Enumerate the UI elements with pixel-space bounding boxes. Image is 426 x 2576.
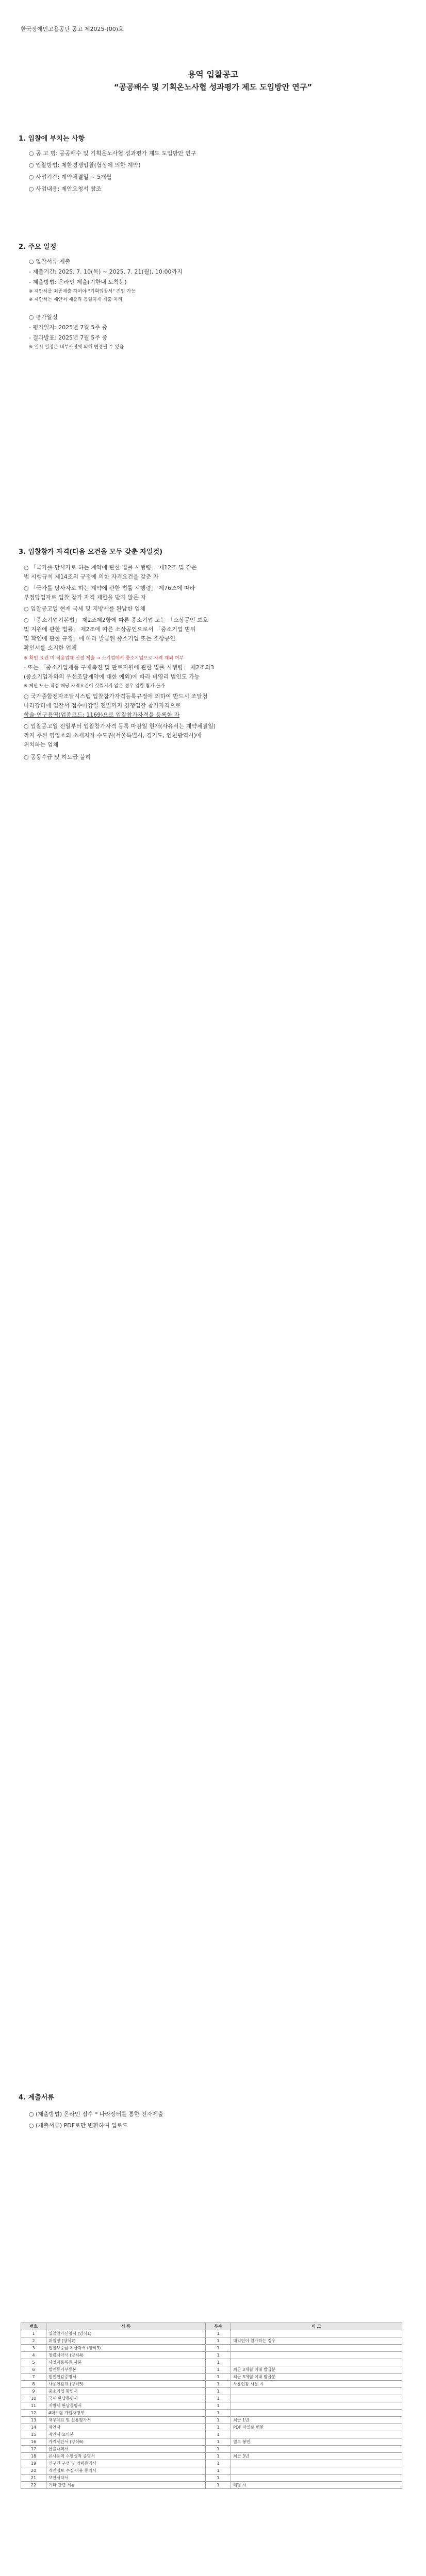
row-document: 연구진 구성 및 경력증명서 xyxy=(46,2460,206,2467)
row-quantity: 1 xyxy=(206,2417,231,2424)
row-quantity: 1 xyxy=(206,2453,231,2460)
row-number: 22 xyxy=(21,2482,46,2489)
row-note xyxy=(231,2395,402,2402)
table-row xyxy=(21,2417,402,2424)
row-quantity: 1 xyxy=(206,2395,231,2402)
table-row xyxy=(21,2410,402,2417)
table-row xyxy=(21,2337,402,2345)
row-quantity: 1 xyxy=(206,2374,231,2381)
row-quantity: 1 xyxy=(206,2359,231,2366)
row-document: 재무제표 및 신용평가서 xyxy=(46,2417,206,2424)
table-row xyxy=(21,2438,402,2446)
row-number: 2 xyxy=(21,2337,46,2345)
row-document: 산출내역서 xyxy=(46,2446,206,2453)
table-header-no: 번호 xyxy=(21,2323,46,2330)
row-document: 가격제안서 (양식6) xyxy=(46,2438,206,2446)
s3-line-12: ※ 제안 또는 직접 해당 자격요건이 갖춰지지 않은 경우 입찰 참가 불가 xyxy=(24,684,165,689)
row-number: 17 xyxy=(21,2446,46,2453)
s3-line-4: ○ 입찰공고일 현재 국세 및 지방세를 완납한 업체 xyxy=(24,605,145,612)
s2-line-2: - 제출방법: 온라인 제출(기한내 도착분) xyxy=(29,279,127,285)
row-note xyxy=(231,2431,402,2438)
row-note xyxy=(231,2467,402,2475)
row-note: 최근 3개월 이내 발급분 xyxy=(231,2374,402,2381)
section-1-heading: 1. 입찰에 부치는 사항 xyxy=(19,135,85,143)
s1-line-0: ○ 공 고 명: 공공배수 및 기획온노사협 성과평가 제도 도입방안 연구 xyxy=(29,150,196,157)
row-note xyxy=(231,2410,402,2417)
s1-line-1: ○ 입찰방법: 제한경쟁입찰(협상에 의한 계약) xyxy=(29,162,141,168)
section-4-heading: 4. 제출서류 xyxy=(19,2094,54,2102)
row-number: 13 xyxy=(21,2417,46,2424)
row-number: 8 xyxy=(21,2381,46,2388)
row-note: 최근 1년 xyxy=(231,2417,402,2424)
row-quantity: 1 xyxy=(206,2330,231,2337)
row-number: 5 xyxy=(21,2359,46,2366)
table-row xyxy=(21,2374,402,2381)
row-quantity: 1 xyxy=(206,2337,231,2345)
row-document: 국세 완납증명서 xyxy=(46,2395,206,2402)
row-document: 입찰보증금 지급각서 (양식3) xyxy=(46,2345,206,2352)
row-number: 14 xyxy=(21,2424,46,2431)
s3-line-15: 학술·연구용역(업종코드: 1169)으로 입찰참가자격을 등록한 자 xyxy=(24,711,180,718)
table-row xyxy=(21,2359,402,2366)
row-document: 제안서 xyxy=(46,2424,206,2431)
section-2-heading: 2. 주요 일정 xyxy=(19,243,57,251)
s3-line-8: 확인서를 소지한 업체 xyxy=(24,645,77,651)
row-note xyxy=(231,2475,402,2482)
s3-line-17: 까지 주된 영업소의 소재지가 수도권(서울특별시, 경기도, 인천광역시)에 xyxy=(24,732,202,739)
table-row xyxy=(21,2424,402,2431)
row-number: 1 xyxy=(21,2330,46,2337)
row-quantity: 1 xyxy=(206,2352,231,2359)
s3-line-13: ○ 국가종합전자조달시스템 입찰참가자격등록규정에 의하여 반드시 조달청 xyxy=(24,693,208,700)
s3-line-19: ○ 공동수급 및 하도급 불허 xyxy=(24,754,91,760)
row-document: 중소기업 확인서 xyxy=(46,2388,206,2395)
row-note xyxy=(231,2446,402,2453)
s3-line-11: (중소기업자와의 우선조달계약에 대한 예외)에 따라 비영리 법인도 가능 xyxy=(24,673,200,680)
row-document: 사용인감계 (양식5) xyxy=(46,2381,206,2388)
s3-line-2: ○ 「국가를 당사자로 하는 계약에 관한 법률 시행령」 제76조에 따라 xyxy=(24,585,195,591)
row-quantity: 1 xyxy=(206,2366,231,2374)
s2-line-3: ※ 제안서를 최종제출 하여야 "기획입찰서" 진입 가능 xyxy=(29,289,136,294)
table-row xyxy=(21,2446,402,2453)
table-row xyxy=(21,2482,402,2489)
notice-number: 한국장애인고용공단 공고 제2025-(00)호 xyxy=(21,26,124,32)
row-document: 지방세 완납증명서 xyxy=(46,2402,206,2410)
s3-line-5: ○ 「중소기업기본법」 제2조제2항에 따른 중소기업 또는 「소상공인 보호 xyxy=(24,617,208,623)
row-note xyxy=(231,2359,402,2366)
s3-line-0: ○ 「국가를 당사자로 하는 계약에 관한 법률 시행령」 제12조 및 같은 xyxy=(24,564,197,571)
s3-line-6: 및 지원에 관한 법률」 제2조에 따른 소상공인으로서 「중소기업 범위 xyxy=(24,626,196,633)
row-quantity: 1 xyxy=(206,2431,231,2438)
row-document: 제안서 요약본 xyxy=(46,2431,206,2438)
row-note: 별도 봉인 xyxy=(231,2438,402,2446)
s2-line-6: - 평가일자: 2025년 7월 5주 중 xyxy=(29,324,108,331)
s2-line-7: - 결과발표: 2025년 7월 5주 중 xyxy=(29,334,108,341)
row-note xyxy=(231,2330,402,2337)
table-row xyxy=(21,2366,402,2374)
row-document: 기타 관련 서류 xyxy=(46,2482,206,2489)
row-document: 법인등기부등본 xyxy=(46,2366,206,2374)
row-number: 7 xyxy=(21,2374,46,2381)
s3-line-14: 나라장터에 입찰서 접수마감일 전일까지 경쟁입찰 참가자격으로 xyxy=(24,702,181,709)
row-document: 청렴서약서 (양식4) xyxy=(46,2352,206,2359)
row-quantity: 1 xyxy=(206,2475,231,2482)
section-3-heading: 3. 입찰참가 자격(다음 요건을 모두 갖춘 자일것) xyxy=(19,548,163,556)
row-number: 4 xyxy=(21,2352,46,2359)
s3-line-16: ○ 입찰공고일 전일부터 입찰참가자격 등록 마감일 현재(사유서는 계약체결일) xyxy=(24,723,216,730)
row-quantity: 1 xyxy=(206,2482,231,2489)
s2-line-0: ○ 입찰서류 제출 xyxy=(29,258,71,265)
row-number: 3 xyxy=(21,2345,46,2352)
row-quantity: 1 xyxy=(206,2446,231,2453)
table-row xyxy=(21,2381,402,2388)
s3-line-1: 법 시행규칙 제14조의 규정에 의한 자격요건을 갖춘 자 xyxy=(24,573,159,580)
s2-line-1: - 제출기간: 2025. 7. 10(목) ~ 2025. 7. 21(월), 10:00까지 xyxy=(29,268,183,275)
row-note xyxy=(231,2345,402,2352)
document-title: 용역 입찰공고 xyxy=(187,70,239,79)
submission-table xyxy=(21,2323,402,2489)
table-body xyxy=(21,2330,402,2489)
s1-line-2: ○ 사업기간: 계약체결일 ~ 5개월 xyxy=(29,174,112,180)
row-note: 해당 시 xyxy=(231,2482,402,2489)
row-number: 10 xyxy=(21,2395,46,2402)
row-number: 16 xyxy=(21,2438,46,2446)
document-subtitle: “공공배수 및 기획온노사협 성과평가 제도 도입방안 연구” xyxy=(113,82,313,92)
row-quantity: 1 xyxy=(206,2424,231,2431)
row-note: 최근 3년 xyxy=(231,2453,402,2460)
row-number: 21 xyxy=(21,2475,46,2482)
s3-line-18: 위치하는 업체 xyxy=(24,741,59,748)
table-row xyxy=(21,2352,402,2359)
s2-line-4: ※ 제안서는 제안서 제출과 동일하게 제출 처리 xyxy=(29,297,123,302)
s4-line-1: ○ (제출서류) PDF로만 변환하여 업로드 xyxy=(29,2122,128,2129)
row-note: 최근 3개월 이내 발급분 xyxy=(231,2366,402,2374)
table-header-note: 비 고 xyxy=(231,2323,402,2330)
table-row xyxy=(21,2475,402,2482)
table-header-row xyxy=(21,2323,402,2330)
row-document: 위임장 (양식2) xyxy=(46,2337,206,2345)
s1-line-3: ○ 사업내용: 제안요청서 참조 xyxy=(29,185,102,192)
row-note xyxy=(231,2352,402,2359)
row-quantity: 1 xyxy=(206,2381,231,2388)
s2-line-8: ※ 일시 일정은 내부사정에 의해 변경될 수 있음 xyxy=(29,345,124,350)
row-note xyxy=(231,2402,402,2410)
row-number: 11 xyxy=(21,2402,46,2410)
row-number: 20 xyxy=(21,2467,46,2475)
row-document: 유사용역 수행실적 증명서 xyxy=(46,2453,206,2460)
row-document: 법인인감증명서 xyxy=(46,2374,206,2381)
row-note: PDF 파일로 변환 xyxy=(231,2424,402,2431)
row-document: 개인정보 수집·이용 동의서 xyxy=(46,2467,206,2475)
row-note: 대리인이 참가하는 경우 xyxy=(231,2337,402,2345)
row-number: 15 xyxy=(21,2431,46,2438)
row-quantity: 1 xyxy=(206,2388,231,2395)
table-row xyxy=(21,2431,402,2438)
table-row xyxy=(21,2395,402,2402)
table-row xyxy=(21,2467,402,2475)
s3-line-3: 부정당업자로 입찰 참가 자격 제한을 받지 않은 자 xyxy=(24,594,146,601)
s3-line-7: 및 확인에 관한 규정」에 따라 발급된 중소기업 또는 소상공인 xyxy=(24,635,175,642)
row-quantity: 1 xyxy=(206,2438,231,2446)
row-document: 입찰참가신청서 (양식1) xyxy=(46,2330,206,2337)
row-quantity: 1 xyxy=(206,2410,231,2417)
row-number: 6 xyxy=(21,2366,46,2374)
row-number: 9 xyxy=(21,2388,46,2395)
table-header-doc: 서 류 xyxy=(46,2323,206,2330)
table-row xyxy=(21,2453,402,2460)
row-quantity: 1 xyxy=(206,2467,231,2475)
s3-line-10: - 또는 「중소기업제품 구매촉진 및 판로지원에 관한 법률 시행령」 제2조의3 xyxy=(24,664,214,671)
table-row xyxy=(21,2345,402,2352)
row-document: 4대보험 가입자명부 xyxy=(46,2410,206,2417)
table-row xyxy=(21,2460,402,2467)
row-document: 사업자등록증 사본 xyxy=(46,2359,206,2366)
s4-line-0: ○ (제출방법) 온라인 접수 * 나라장터를 통한 전자제출 xyxy=(29,2111,163,2117)
row-number: 18 xyxy=(21,2453,46,2460)
row-number: 12 xyxy=(21,2410,46,2417)
table-row xyxy=(21,2402,402,2410)
row-number: 19 xyxy=(21,2460,46,2467)
row-note: 사용인감 사용 시 xyxy=(231,2381,402,2388)
s2-line-5: ○ 평가일정 xyxy=(29,314,58,320)
table-row xyxy=(21,2330,402,2337)
row-document: 보안서약서 xyxy=(46,2475,206,2482)
table-header-qty: 부수 xyxy=(206,2323,231,2330)
row-quantity: 1 xyxy=(206,2345,231,2352)
row-quantity: 1 xyxy=(206,2460,231,2467)
row-quantity: 1 xyxy=(206,2402,231,2410)
row-note xyxy=(231,2460,402,2467)
table-row xyxy=(21,2388,402,2395)
s3-line-9: ※ 확인 요건 미 적용업체 선정 제출 → 소기업에서 중소기업으로 자격 제외 여부 xyxy=(24,656,184,661)
row-note xyxy=(231,2388,402,2395)
